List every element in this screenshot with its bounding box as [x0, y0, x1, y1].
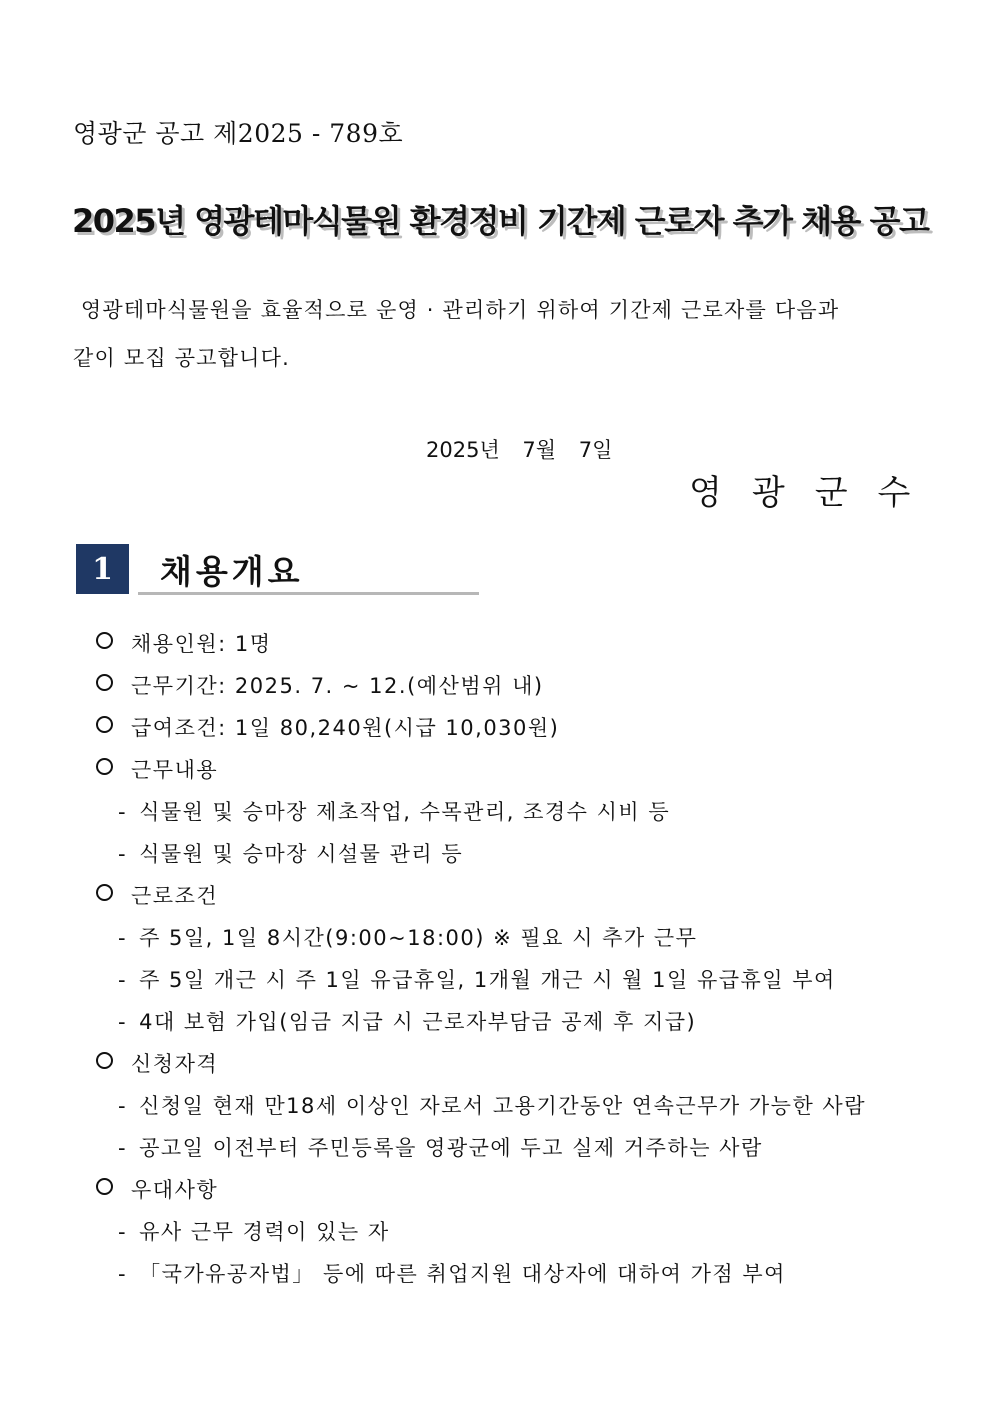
- sub-list-item: [118, 1216, 390, 1246]
- date-year: 2025년: [426, 438, 500, 462]
- list-item: [96, 628, 272, 658]
- circle-bullet-icon: [96, 758, 113, 775]
- item-text: 유사 근무 경력이 있는 자: [139, 1220, 390, 1244]
- item-text: 근로조건: [131, 884, 219, 908]
- dash-bullet: -: [118, 1136, 128, 1160]
- list-item: [96, 712, 559, 742]
- sub-list-item: [118, 1090, 866, 1120]
- item-text: 「국가유공자법」 등에 따른 취업지원 대상자에 대하여 가점 부여: [139, 1262, 786, 1286]
- notice-date: [426, 434, 628, 464]
- circle-bullet-icon: [96, 884, 113, 901]
- sub-list-item: [118, 1132, 763, 1162]
- sub-list-item: [118, 1258, 786, 1288]
- intro-text-1: 영광테마식물원을 효율적으로 운영 · 관리하기 위하여 기간제 근로자를 다음과: [80, 298, 840, 322]
- intro-line-2: 같이 모집 공고합니다.: [73, 346, 290, 370]
- sub-list-item: [118, 796, 670, 826]
- signer: 영광군수: [689, 473, 941, 513]
- notice-number: 영광군 공고 제2025 - 789호: [73, 119, 404, 148]
- dash-bullet: -: [118, 926, 128, 950]
- circle-bullet-icon: [96, 1052, 113, 1069]
- item-text: 4대 보험 가입(임금 지급 시 근로자부담금 공제 후 지급): [139, 1010, 697, 1034]
- item-text: 신청자격: [131, 1052, 219, 1076]
- dash-bullet: -: [118, 1010, 128, 1034]
- circle-bullet-icon: [96, 1178, 113, 1195]
- sub-list-item: [118, 1006, 696, 1036]
- list-item: [96, 1048, 218, 1078]
- dash-bullet: -: [118, 1262, 128, 1286]
- list-item: [96, 754, 218, 784]
- item-text: 식물원 및 승마장 제초작업, 수목관리, 조경수 시비 등: [139, 800, 671, 824]
- item-text: 신청일 현재 만18세 이상인 자로서 고용기간동안 연속근무가 가능한 사람: [139, 1094, 866, 1118]
- dash-bullet: -: [118, 968, 128, 992]
- section-number-badge: 1: [76, 544, 129, 594]
- dash-bullet: -: [118, 1094, 128, 1118]
- item-text: 급여조건: 1일 80,240원(시급 10,030원): [131, 716, 560, 740]
- circle-bullet-icon: [96, 632, 113, 649]
- date-month: 7월: [522, 438, 557, 462]
- list-item: [96, 1174, 218, 1204]
- section-underline: [138, 592, 479, 595]
- intro-line-1: [73, 294, 915, 324]
- document-title: 2025년 영광테마식물원 환경정비 기간제 근로자 추가 채용 공고: [72, 202, 929, 240]
- date-day: 7일: [578, 438, 613, 462]
- item-text: 식물원 및 승마장 시설물 관리 등: [139, 842, 464, 866]
- item-text: 주 5일, 1일 8시간(9:00~18:00) ※ 필요 시 추가 근무: [139, 926, 698, 950]
- sub-list-item: [118, 838, 463, 868]
- item-text: 근무내용: [131, 758, 219, 782]
- dash-bullet: -: [118, 842, 128, 866]
- list-item: [96, 670, 544, 700]
- circle-bullet-icon: [96, 716, 113, 733]
- dash-bullet: -: [118, 1220, 128, 1244]
- section-title: 채용개요: [160, 552, 304, 591]
- circle-bullet-icon: [96, 674, 113, 691]
- item-text: 우대사항: [131, 1178, 219, 1202]
- item-text: 채용인원: 1명: [131, 632, 272, 656]
- list-item: [96, 880, 218, 910]
- sub-list-item: [118, 964, 836, 994]
- sub-list-item: [118, 922, 697, 952]
- dash-bullet: -: [118, 800, 128, 824]
- item-text: 근무기간: 2025. 7. ~ 12.(예산범위 내): [131, 674, 544, 698]
- item-text: 공고일 이전부터 주민등록을 영광군에 두고 실제 거주하는 사람: [139, 1136, 763, 1160]
- item-text: 주 5일 개근 시 주 1일 유급휴일, 1개월 개근 시 월 1일 유급휴일 부여: [139, 968, 836, 992]
